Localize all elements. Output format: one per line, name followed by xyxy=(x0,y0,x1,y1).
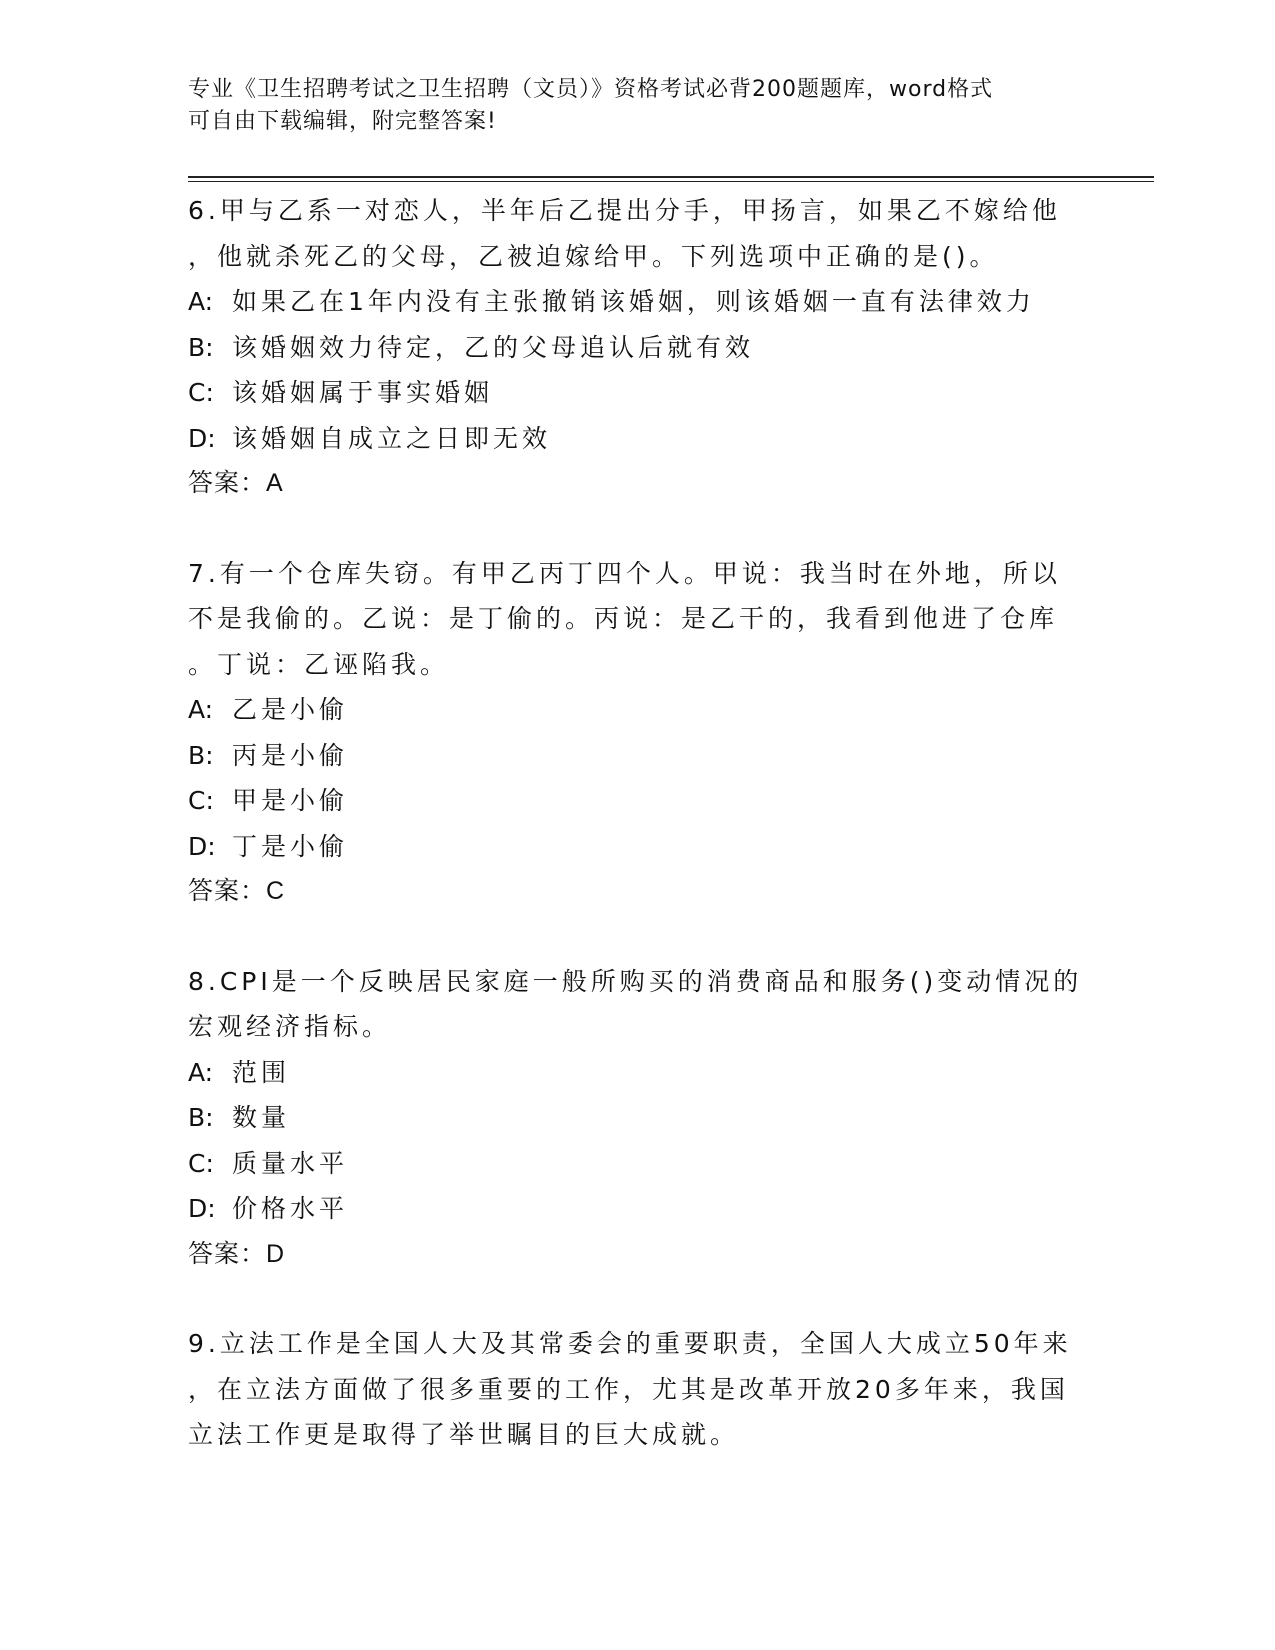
option-b xyxy=(188,325,1088,371)
option-key: C: xyxy=(188,1148,214,1178)
option-text: 该婚姻属于事实婚姻 xyxy=(232,378,494,407)
option-text: 丙是小偷 xyxy=(232,740,349,770)
option-key: C: xyxy=(188,378,214,407)
option-key: D: xyxy=(188,1194,216,1223)
answer-label: 答案：A xyxy=(188,469,284,497)
option-key: B: xyxy=(188,740,214,770)
question-8 xyxy=(188,959,1088,1278)
option-text: 范围 xyxy=(232,1057,291,1087)
option-text: 乙是小偷 xyxy=(232,695,349,724)
option-d xyxy=(188,1186,1088,1232)
option-text: 如果乙在1年内没有主张撤销该婚姻，则该婚姻一直有法律效力 xyxy=(232,287,1035,316)
header-divider-thin xyxy=(188,181,1154,182)
answer-label: 答案：C xyxy=(188,877,286,905)
option-key: D: xyxy=(188,831,216,861)
option-d xyxy=(188,416,1088,462)
option-text: 数量 xyxy=(232,1103,291,1132)
question-text: 9.立法工作是全国人大及其常委会的重要职责，全国人大成立50年来 ，在立法方面做了很多重要的工作，尤其是改革开放20多年来，我国 立法工作更是取得了举世瞩目的巨大成就。 xyxy=(188,1329,1072,1449)
question-text: 7.有一个仓库失窃。有甲乙丙丁四个人。甲说：我当时在外地，所以 不是我偷的。乙说：是丁偷的。丙说：是乙干的，我看到他进了仓库 。丁说：乙诬陷我。 xyxy=(188,558,1061,679)
option-b xyxy=(188,1095,1088,1141)
option-text: 甲是小偷 xyxy=(232,786,349,815)
option-text: 该婚姻自成立之日即无效 xyxy=(232,423,552,453)
option-d xyxy=(188,824,1088,870)
option-a xyxy=(188,279,1088,325)
option-key: A: xyxy=(188,1057,214,1087)
question-9 xyxy=(188,1321,1088,1458)
option-c xyxy=(188,1141,1088,1187)
option-c xyxy=(188,370,1088,416)
option-key: C: xyxy=(188,786,214,815)
header-divider-thick xyxy=(188,176,1154,178)
option-key: A: xyxy=(188,695,214,724)
question-text: 8.CPI是一个反映居民家庭一般所购买的消费商品和服务()变动情况的 宏观经济指标。 xyxy=(188,966,1083,1041)
option-c xyxy=(188,778,1088,824)
option-text: 该婚姻效力待定，乙的父母追认后就有效 xyxy=(232,332,755,362)
document-header: 专业《卫生招聘考试之卫生招聘（文员）》资格考试必背200题题库，word格式 可自由下载编辑，附完整答案! xyxy=(188,77,994,134)
option-text: 丁是小偷 xyxy=(232,831,349,861)
option-text: 价格水平 xyxy=(232,1194,349,1223)
question-6 xyxy=(188,188,1088,507)
option-key: B: xyxy=(188,332,214,362)
option-key: B: xyxy=(188,1103,214,1132)
answer-label: 答案：D xyxy=(188,1239,286,1268)
option-a xyxy=(188,687,1088,733)
option-a xyxy=(188,1050,1088,1096)
question-7 xyxy=(188,551,1088,915)
question-list xyxy=(188,188,1088,1502)
option-b xyxy=(188,733,1088,779)
question-text: 6.甲与乙系一对恋人，半年后乙提出分手，甲扬言，如果乙不嫁给他 ，他就杀死乙的父母，乙被迫嫁给甲。下列选项中正确的是()。 xyxy=(188,196,1061,271)
option-key: A: xyxy=(188,287,214,316)
option-text: 质量水平 xyxy=(232,1148,349,1178)
option-key: D: xyxy=(188,423,216,453)
